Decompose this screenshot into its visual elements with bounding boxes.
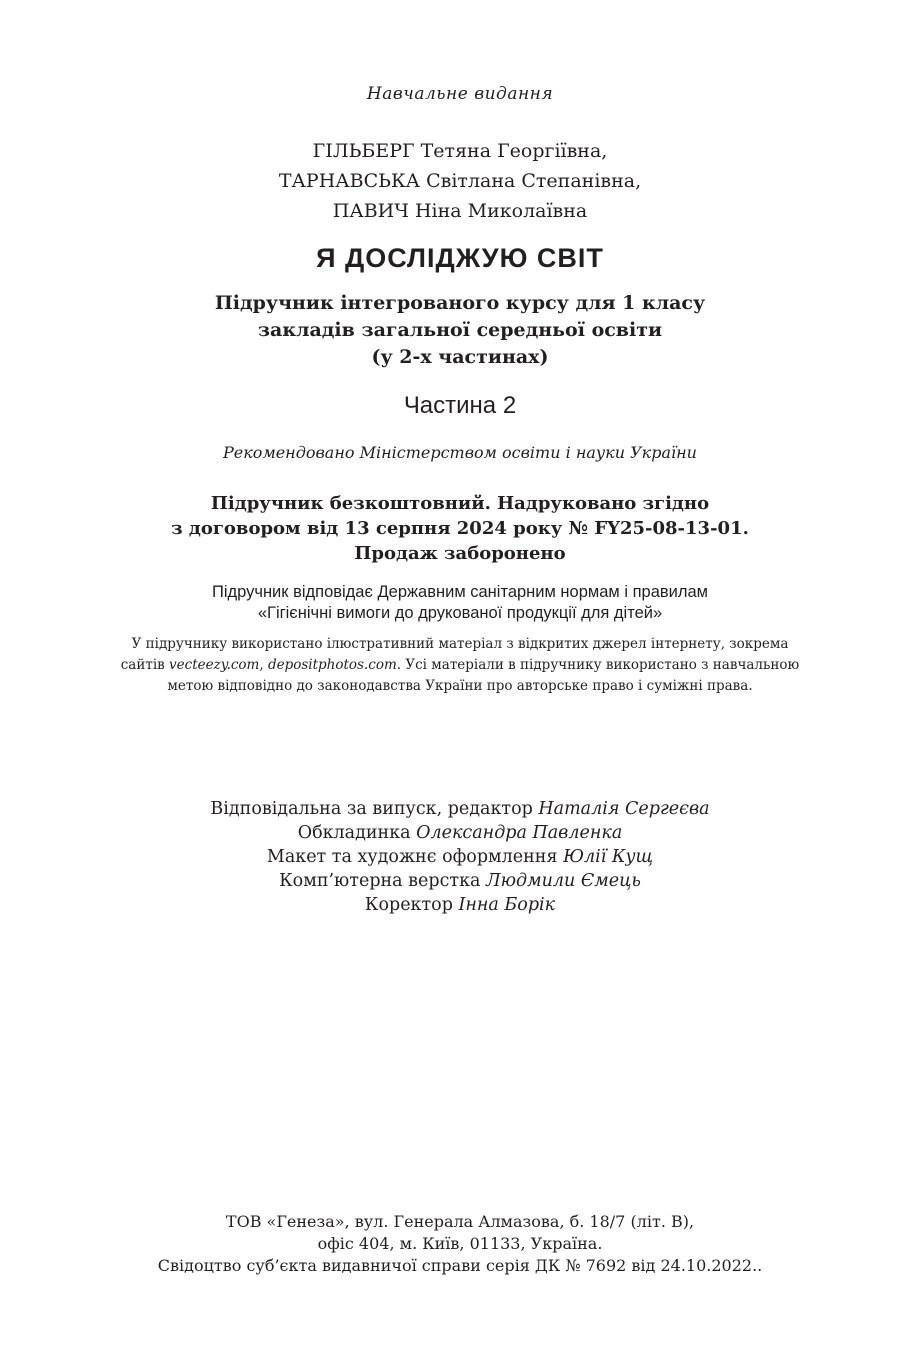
subtitle-line-1: Підручник інтегрованого курсу для 1 класу <box>214 292 706 314</box>
credit-person: Юлії Кущ <box>563 847 654 867</box>
authors-block <box>0 136 920 226</box>
credit-role: Відповідальна за випуск, редактор <box>210 799 539 819</box>
subtitle-line-2: закладів загальної середньої освіти <box>257 319 663 341</box>
credit-role: Обкладинка <box>297 823 417 843</box>
credit-person: Інна Борік <box>458 895 556 915</box>
credit-person: Наталія Сергеєва <box>538 799 710 819</box>
credit-role: Комп’ютерна верстка <box>279 871 487 891</box>
recommendation-note: Рекомендовано Міністерством освіти і науки України <box>223 443 697 462</box>
credit-role: Коректор <box>364 895 459 915</box>
edition-type: Навчальне видання <box>366 84 554 104</box>
credit-person: Людмили Ємець <box>486 871 641 891</box>
author-2: ТАРНАВСЬКА Світлана Степанівна, <box>278 170 642 192</box>
sources-line-2-suffix: . Усі матеріали в підручнику використано з навчальною <box>396 657 800 673</box>
credit-layout <box>0 845 920 869</box>
credit-proofreader <box>0 893 920 917</box>
credit-typesetting <box>0 869 920 893</box>
sources-note <box>0 634 920 697</box>
sanitary-line-1: Підручник відповідає Державним санітарним нормам і правилам <box>211 583 709 601</box>
free-notice-block <box>0 491 920 566</box>
credits-block <box>0 797 920 917</box>
sources-line-2 <box>0 655 920 676</box>
free-notice-line-1: Підручник безкоштовний. Надруковано згідно <box>210 493 710 514</box>
sanitary-note <box>0 582 920 624</box>
free-notice-line-2: з договором від 13 серпня 2024 року № FY25-08-13-01. <box>171 518 749 539</box>
sources-line-3: метою відповідно до законодавства України про авторське право і суміжні права. <box>167 678 753 694</box>
author-1: ГІЛЬБЕРГ Тетяна Георгіївна, <box>312 140 608 162</box>
publisher-line-3: Свідоцтво суб’єкта видавничої справи серія ДК № 7692 від 24.10.2022.. <box>157 1256 763 1275</box>
sources-line-2-prefix: сайтів <box>120 657 170 673</box>
sanitary-line-2: «Гігієнічні вимоги до друкованої продукції для дітей» <box>257 604 663 622</box>
free-notice-line-3: Продаж заборонено <box>354 543 566 564</box>
credit-editor <box>0 797 920 821</box>
publisher-line-1: ТОВ «Генеза», вул. Генерала Алмазова, б. 18/7 (літ. В), <box>225 1212 695 1231</box>
source-site-1: vecteezy.com <box>169 657 260 673</box>
part-label: Частина 2 <box>403 392 517 419</box>
source-site-2: depositphotos.com <box>267 657 397 673</box>
credit-cover <box>0 821 920 845</box>
publisher-line-2: офіс 404, м. Київ, 01133, Україна. <box>317 1234 603 1253</box>
credit-person: Олександра Павленка <box>416 823 623 843</box>
credit-role: Макет та художнє оформлення <box>266 847 564 867</box>
publisher-info <box>0 1211 920 1277</box>
subtitle-block <box>0 290 920 371</box>
book-title: Я ДОСЛІДЖУЮ СВІТ <box>316 243 604 273</box>
sources-line-1: У підручнику використано ілюстративний матеріал з відкритих джерел інтернету, зокрема <box>131 636 789 652</box>
author-3: ПАВИЧ Ніна Миколаївна <box>332 200 588 222</box>
subtitle-line-3: (у 2-х частинах) <box>371 346 549 368</box>
sources-separator: , <box>259 657 268 673</box>
